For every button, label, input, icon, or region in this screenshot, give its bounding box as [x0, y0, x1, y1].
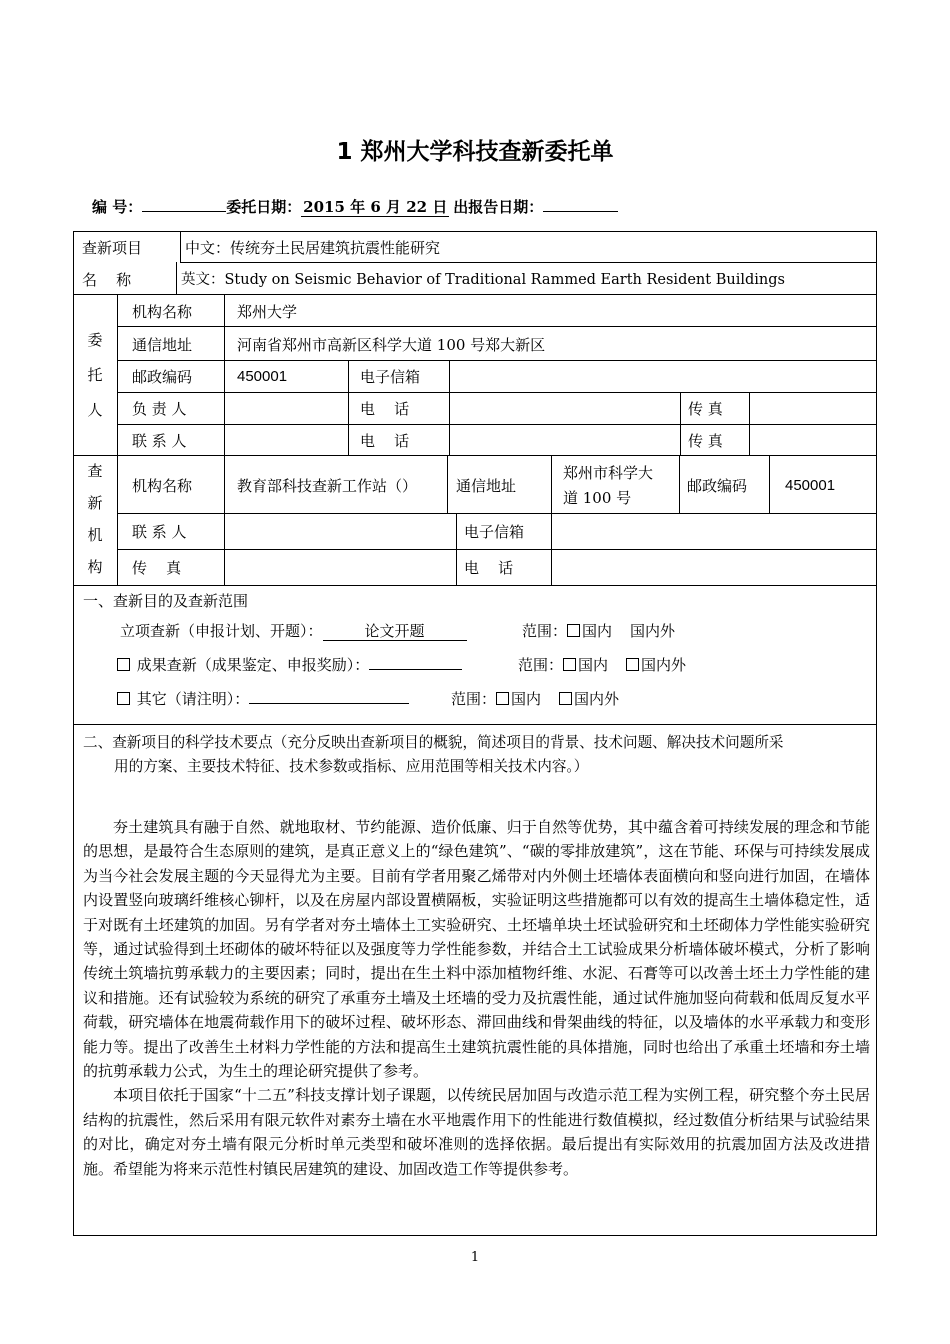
body-paragraph-2: 本项目依托于国家“十二五”科技支撑计划子课题，以传统民居加固与改造示范工程为实例工程，研究整个夯土民居结构的抗震性，然后采用有限元软件对素夯土墙在水平地震作用下的性能进行数值模拟，经过数值分析结果与试验结果的对比，确定对夯土墙有限元分析时单元类型和破坏准则的选择依据。最后提出有实际效用的抗震加固方法及改进措施。希望能为将来示范性村镇民居建筑的建设、加固改造工作等提供参考。: [83, 1086, 870, 1178]
meta-row: [92, 196, 618, 217]
section2-heading-cont: 用的方案、主要技术特征、技术参数或指标、应用范围等相关技术内容。）: [114, 758, 589, 775]
rule: [180, 262, 877, 263]
section1-row1-scope: [522, 621, 675, 641]
page-number: 1: [470, 1250, 480, 1265]
client-contact-label: 联 系 人: [132, 432, 187, 450]
number-label: 编 号：: [92, 198, 143, 216]
international-label[interactable]: 国内外: [630, 622, 676, 640]
rule: [73, 724, 877, 725]
agency-org-label: 机构名称: [132, 477, 193, 495]
rule: [117, 424, 877, 425]
result-search-checkbox[interactable]: [117, 658, 130, 671]
rule: [456, 513, 457, 585]
other-checkbox[interactable]: [117, 692, 130, 705]
other-value[interactable]: [249, 703, 409, 704]
body-paragraph-1: 夯土建筑具有融于自然、就地取材、节约能源、造价低廉、归于自然等优势，其中蕴含着可持续发展的理念和节能的思想，是最符合生态原则的建筑，是真正意义上的“绿色建筑”、“碳的零排放建筑”，这在节能、环保与可持续发展成为当今社会发展主题的今天显得尤为主要。目前有学者用聚乙烯带对内外侧土坯墙体表面横向和竖向进行加固，在墙体内设置竖向玻璃纤维核心铆杆，以及在房屋内部设置横隔板，实验证明这些措施都可以有效的提高生土墙体稳定性，适于对既有土坯建筑的加固。另有学者对夯土墙体土工实验研究、土坯墙单块土坯试验研究和土坯砌体力学性能实验研究等，通过试验得到土坯砌体的破坏特征以及强度等力学性能参数，并结合土工试验成果分析墙体破坏模式，分析了影响传统土筑墙抗剪承载力的主要因素；同时，提出在生土料中添加植物纤维、水泥、石膏等可以改善土坯土力学性能的建议和措施。还有试验较为系统的研究了承重夯土墙及土坯墙的受力及抗震性能，通过试件施加竖向荷载和低周反复水平荷载，研究墙体在地震荷载作用下的破坏过程、破坏形态、滞回曲线和骨架曲线的特征，以及墙体的水平承载力和变形能力等。提出了改善生土材料力学性能的方法和提高生土建筑抗震性能的具体措施，同时也给出了承重土坯墙和夯土墙的抗剪承载力公式，为生土的理论研究提供了参考。: [83, 818, 870, 1081]
agency-addr-line1[interactable]: 郑州市科学大: [563, 464, 654, 482]
agency-org-value[interactable]: 教育部科技查新工作站（）: [237, 477, 418, 495]
international-checkbox[interactable]: [626, 658, 639, 671]
section1-row3-scope: [451, 689, 619, 709]
international-checkbox[interactable]: [559, 692, 572, 705]
rule: [117, 392, 877, 393]
agency-phone-label: 电 话: [464, 559, 514, 577]
domestic-checkbox[interactable]: [563, 658, 576, 671]
rule: [449, 360, 450, 455]
client-addr-value[interactable]: 河南省郑州市高新区科学大道 100 号郑大新区: [237, 336, 546, 354]
scope-label: 范围：: [518, 656, 564, 674]
scope-label: 范围：: [522, 622, 568, 640]
domestic-checkbox[interactable]: [496, 692, 509, 705]
client-side-label: 委 托 人: [87, 331, 103, 419]
number-value[interactable]: [142, 211, 226, 212]
rule: [73, 585, 877, 586]
client-lead-label: 负 责 人: [132, 400, 187, 418]
agency-post-value[interactable]: 450001: [785, 477, 836, 494]
rule: [749, 392, 750, 455]
agency-addr-line2[interactable]: 道 100 号: [563, 489, 632, 507]
rule: [224, 294, 225, 585]
commission-date-value[interactable]: 2015 年 6 月 22 日: [303, 198, 448, 216]
report-date-value[interactable]: [543, 211, 618, 212]
agency-contact-label: 联 系 人: [132, 523, 187, 541]
project-search-label: 立项查新（申报计划、开题）：: [120, 622, 323, 640]
project-search-value[interactable]: 论文开题: [323, 622, 467, 641]
section1-row-other: [117, 689, 409, 709]
other-label: 其它（请注明）：: [136, 690, 250, 708]
rule: [117, 549, 877, 550]
client-phone-label: 电 话: [360, 400, 410, 418]
report-date-label: 出报告日期：: [453, 198, 544, 216]
rule: [73, 455, 877, 456]
rule: [348, 360, 349, 455]
rule: [117, 513, 877, 514]
project-label: 查新项目: [82, 239, 143, 257]
result-search-value[interactable]: [369, 669, 462, 670]
domestic-label: 国内: [582, 622, 613, 640]
agency-post-label: 邮政编码: [687, 477, 748, 495]
domestic-checkbox[interactable]: [567, 624, 580, 637]
rule: [551, 455, 552, 585]
international-label: 国内外: [641, 656, 687, 674]
client-fax-label: 传 真: [688, 400, 723, 418]
rule: [117, 326, 877, 327]
client-org-label: 机构名称: [132, 303, 193, 321]
result-search-label: 成果查新（成果鉴定、申报奖励）：: [136, 656, 370, 674]
client-phone-label-2: 电 话: [360, 432, 410, 450]
rule: [680, 392, 681, 455]
project-cn-name[interactable]: 中文：传统夯土民居建筑抗震性能研究: [185, 239, 441, 257]
commission-date-label: 委托日期：: [226, 198, 302, 216]
international-label: 国内外: [574, 690, 620, 708]
domestic-label: 国内: [578, 656, 609, 674]
page-title: 1 郑州大学科技查新委托单: [336, 139, 614, 165]
rule: [176, 262, 177, 294]
client-fax-label-2: 传 真: [688, 432, 723, 450]
client-org-value[interactable]: 郑州大学: [237, 303, 298, 321]
rule: [117, 360, 877, 361]
section1-row2-scope: [518, 655, 686, 675]
project-en-name[interactable]: 英文：Study on Seismic Behavior of Traditional Rammed Earth Resident Buildings: [181, 272, 785, 288]
agency-email-label: 电子信箱: [464, 523, 525, 541]
client-email-label: 电子信箱: [360, 368, 421, 386]
rule: [73, 294, 877, 295]
section2-body: [83, 815, 870, 1181]
section2-heading: 二、查新项目的科学技术要点（充分反映出查新项目的概貌，简述项目的背景、技术问题、解决技术问题所采: [83, 734, 784, 751]
agency-side-label: 查 新 机 构: [87, 462, 103, 576]
project-label-name: 名 称: [82, 271, 132, 289]
client-post-label: 邮政编码: [132, 368, 193, 386]
client-addr-label: 通信地址: [132, 336, 193, 354]
scope-label: 范围：: [451, 690, 497, 708]
agency-fax-label: 传 真: [132, 559, 182, 577]
section1-heading: 一、查新目的及查新范围: [83, 592, 249, 610]
rule: [117, 294, 118, 585]
client-post-value[interactable]: 450001: [237, 368, 288, 385]
agency-addr-label: 通信地址: [456, 477, 517, 495]
rule: [180, 231, 181, 262]
domestic-label: 国内: [511, 690, 542, 708]
section1-row-project: [120, 621, 467, 641]
rule: [679, 455, 680, 513]
rule: [447, 455, 448, 513]
rule: [769, 455, 770, 513]
section1-row-result: [117, 655, 462, 675]
